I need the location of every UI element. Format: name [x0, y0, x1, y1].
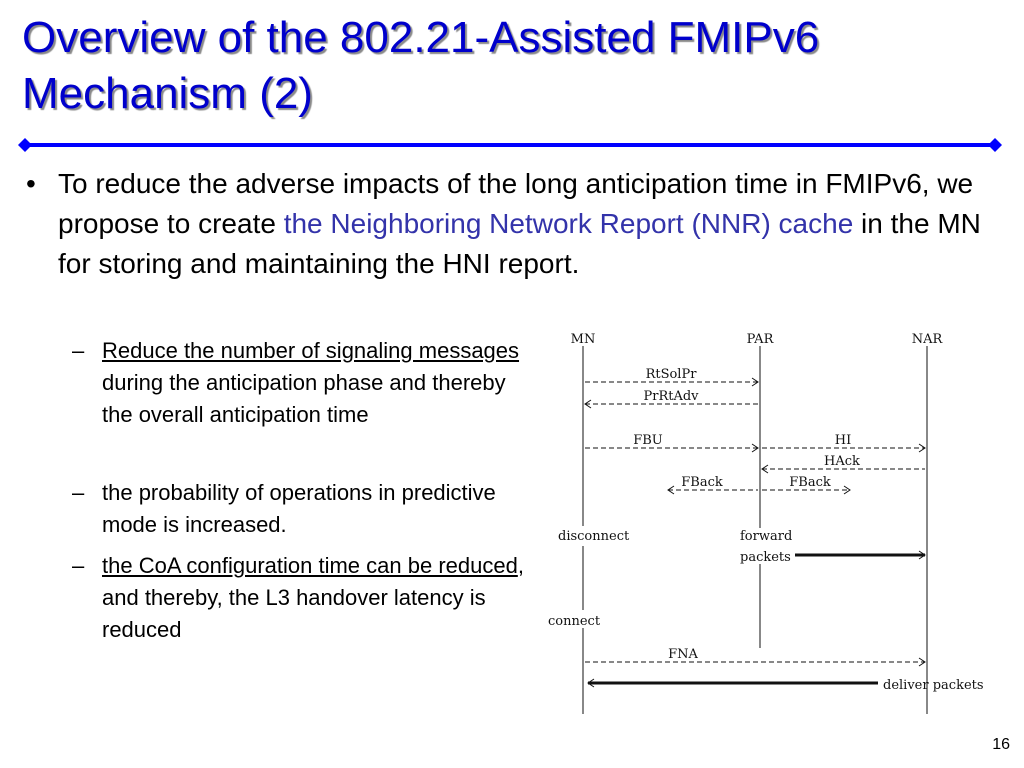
message-sequence-diagram: [540, 328, 1012, 720]
entity-mn-label: MN: [570, 332, 596, 347]
msg-rtsolpr: RtSolPr: [645, 367, 697, 382]
msg-hack: HAck: [824, 454, 860, 469]
msg-fna: FNA: [668, 647, 698, 662]
sub-bullet-dash: –: [72, 338, 85, 363]
page-number: 16: [992, 736, 1010, 753]
sub-bullet-dash: –: [72, 480, 85, 505]
msg-fback-mn: FBack: [681, 475, 723, 490]
label-deliver-packets: deliver packets: [883, 678, 984, 693]
sub-bullet-rest: , and thereby, the L3 handover latency is reduced: [102, 553, 524, 642]
entity-par-label: PAR: [746, 332, 774, 347]
slide-title: Overview of the 802.21-Assisted FMIPv6 Mechanism (2): [22, 13, 820, 118]
sub-bullet-text: [102, 335, 542, 431]
sub-bullet-rest: the probability of operations in predictive mode is increased.: [102, 480, 496, 537]
msg-fbu: FBU: [633, 433, 663, 448]
label-disconnect: disconnect: [558, 529, 630, 544]
label-connect: connect: [548, 614, 601, 629]
main-bullet-text: [58, 164, 1003, 284]
sub-bullet-rest: during the anticipation phase and thereby the overall anticipation time: [102, 370, 506, 427]
label-forward: forward: [740, 529, 793, 544]
sub-bullet-underlined: Reduce the number of signaling messages: [102, 338, 520, 363]
title-divider: [18, 138, 1002, 152]
sub-bullet-dash: –: [72, 553, 85, 578]
entity-nar-label: NAR: [911, 332, 943, 347]
bullet-dot: •: [26, 168, 36, 199]
sub-bullet-underlined: the CoA configuration time can be reduced: [102, 553, 518, 578]
main-bullet-part2: in the MN for storing and maintaining the HNI report.: [58, 208, 981, 279]
sub-bullet-text: [102, 477, 542, 541]
msg-prrtadv: PrRtAdv: [643, 389, 699, 404]
main-bullet-highlight: the Neighboring Network Report (NNR) cache: [283, 208, 854, 239]
msg-fback-nar: FBack: [789, 475, 831, 490]
main-bullet-part1: To reduce the adverse impacts of the long anticipation time in FMIPv6, we propose to create: [58, 168, 974, 239]
label-packets: packets: [740, 550, 791, 565]
sub-bullet-text: [102, 550, 542, 646]
msg-hi: HI: [834, 433, 852, 448]
